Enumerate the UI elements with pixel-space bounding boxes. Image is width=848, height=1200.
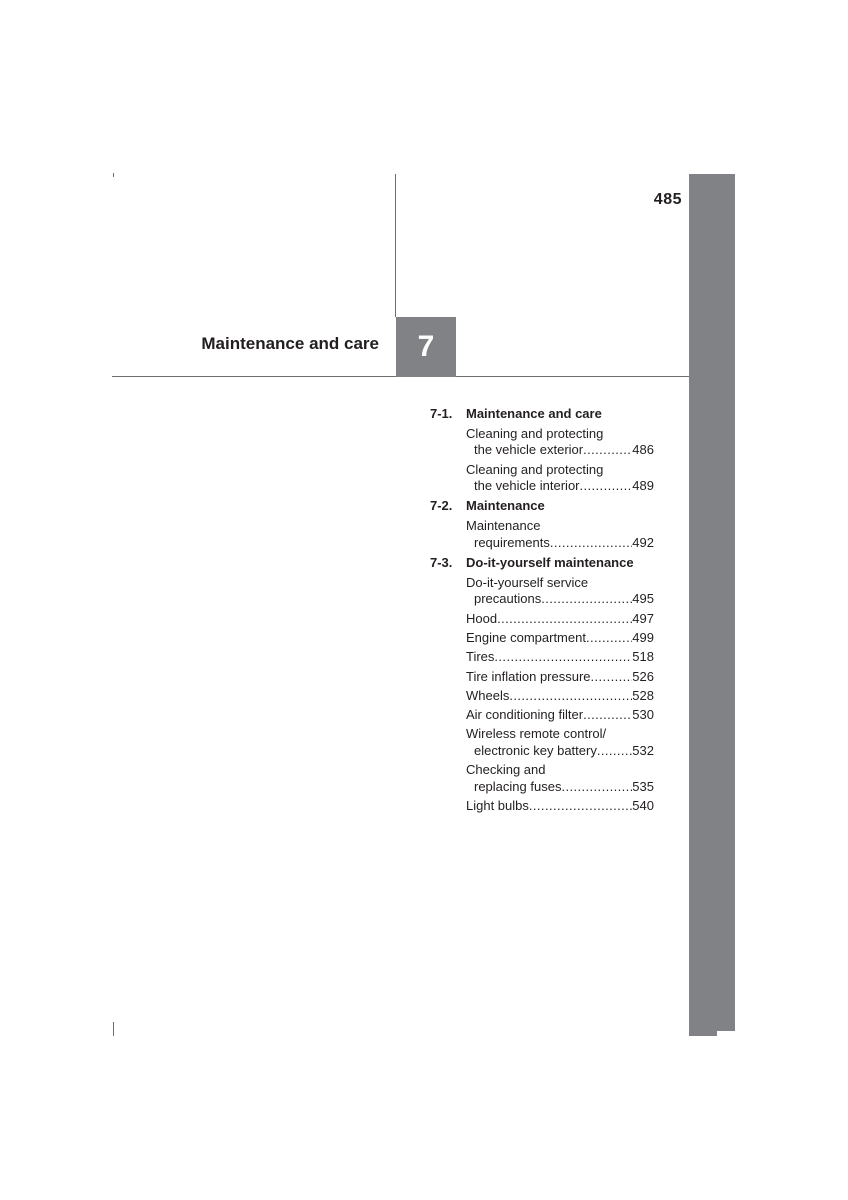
toc-page-number: 489 xyxy=(632,478,654,493)
toc-page-number: 495 xyxy=(632,591,654,607)
toc-entry-line xyxy=(466,462,654,478)
toc-entry-line xyxy=(466,688,654,704)
page-number: 485 xyxy=(653,191,682,208)
dot-leader xyxy=(580,478,633,494)
dot-leader xyxy=(583,707,632,723)
toc-entry-text: the vehicle exterior xyxy=(474,442,584,458)
dot-leader xyxy=(586,630,632,646)
dot-leader xyxy=(597,743,632,759)
dot-leader xyxy=(561,779,632,795)
toc-entry-text: requirements xyxy=(474,534,550,550)
toc-entry-text: Cleaning and protecting xyxy=(466,425,604,441)
toc-page-number: 532 xyxy=(632,742,654,758)
section-title: Maintenance and care xyxy=(466,406,602,421)
toc-page-number: 528 xyxy=(632,687,654,703)
toc-entry-line xyxy=(466,779,654,795)
toc-entry-text: precautions xyxy=(474,591,542,607)
toc-entry-line xyxy=(466,798,654,814)
dot-leader xyxy=(550,535,632,551)
toc-entry-text: Checking and xyxy=(466,762,546,778)
section-title: Do-it-yourself maintenance xyxy=(466,555,634,571)
dot-leader xyxy=(509,688,632,704)
dot-leader xyxy=(497,611,632,627)
toc-page-number: 530 xyxy=(632,707,654,723)
toc-entry[interactable] xyxy=(466,518,654,551)
toc-entry-text: Tire inflation pressure xyxy=(466,668,591,684)
toc-section-heading[interactable] xyxy=(430,405,654,423)
chapter-title: Maintenance and care xyxy=(201,334,379,353)
toc-entry[interactable] xyxy=(466,669,654,685)
toc-page-number: 492 xyxy=(632,534,654,550)
toc-entry-text: Air conditioning filter xyxy=(466,707,584,723)
toc-entry-line xyxy=(466,707,654,723)
toc-section-heading[interactable] xyxy=(430,554,654,572)
toc-page-number: 499 xyxy=(632,630,654,645)
toc-entry[interactable] xyxy=(466,462,654,495)
toc-entry-text: Hood xyxy=(466,610,498,626)
toc-entry-text: Maintenance xyxy=(466,518,541,534)
crop-mark-bottom xyxy=(113,1022,114,1036)
toc-entry-text: Engine compartment xyxy=(466,630,586,645)
toc-entry-text: electronic key battery xyxy=(474,742,597,758)
toc-entry-line xyxy=(466,591,654,607)
toc-entry[interactable] xyxy=(466,611,654,627)
toc-entry[interactable] xyxy=(466,688,654,704)
toc-entry-line xyxy=(466,630,654,646)
section-number: 7-3. xyxy=(430,555,453,571)
toc-entry[interactable] xyxy=(466,798,654,814)
toc-entry-line xyxy=(466,575,654,591)
section-title: Maintenance xyxy=(466,498,545,514)
toc-entry-line xyxy=(466,762,654,778)
section-number: 7-2. xyxy=(430,498,453,514)
dot-leader xyxy=(494,649,632,665)
dot-leader xyxy=(591,669,633,685)
chapter-number-box: 7 xyxy=(396,317,456,377)
toc-entry-line xyxy=(466,611,654,627)
chapter-side-tab xyxy=(689,174,735,1036)
toc-page-number: 535 xyxy=(632,778,654,794)
toc-entry-text: replacing fuses xyxy=(474,778,562,794)
table-of-contents xyxy=(430,405,654,814)
toc-entry-text: the vehicle interior xyxy=(474,478,580,493)
dot-leader xyxy=(529,798,632,814)
toc-entry-line xyxy=(466,426,654,442)
toc-page-number: 518 xyxy=(632,649,654,665)
toc-entry-line xyxy=(466,442,654,458)
toc-entry[interactable] xyxy=(466,762,654,795)
toc-page-number: 486 xyxy=(632,442,654,458)
toc-entry[interactable] xyxy=(466,575,654,608)
toc-entry-line xyxy=(466,535,654,551)
toc-entry-line xyxy=(466,478,654,494)
toc-entry[interactable] xyxy=(466,426,654,459)
toc-entry-text: Tires xyxy=(466,649,495,665)
toc-entry-text: Wheels xyxy=(466,687,510,703)
toc-page-number: 497 xyxy=(632,610,654,626)
toc-entry-line xyxy=(466,518,654,534)
toc-page-number: 526 xyxy=(632,668,654,684)
side-tab-notch xyxy=(717,1031,735,1036)
section-number: 7-1. xyxy=(430,406,453,421)
toc-entry-line xyxy=(466,669,654,685)
dot-leader xyxy=(541,591,632,607)
toc-section-heading[interactable] xyxy=(430,497,654,515)
toc-page-number: 540 xyxy=(632,797,654,813)
crop-mark-top xyxy=(113,173,114,177)
toc-entry-text: Wireless remote control/ xyxy=(466,726,607,742)
toc-entry-line xyxy=(466,726,654,742)
toc-entry-line xyxy=(466,649,654,665)
toc-entry[interactable] xyxy=(466,649,654,665)
toc-entry-text: Light bulbs xyxy=(466,797,529,813)
toc-entry-text: Cleaning and protecting xyxy=(466,461,604,477)
toc-entry-line xyxy=(466,743,654,759)
toc-entry[interactable] xyxy=(466,726,654,759)
dot-leader xyxy=(583,442,632,458)
toc-entry[interactable] xyxy=(466,630,654,646)
vertical-rule xyxy=(395,174,396,317)
toc-entry[interactable] xyxy=(466,707,654,723)
toc-entry-text: Do-it-yourself service xyxy=(466,575,589,590)
